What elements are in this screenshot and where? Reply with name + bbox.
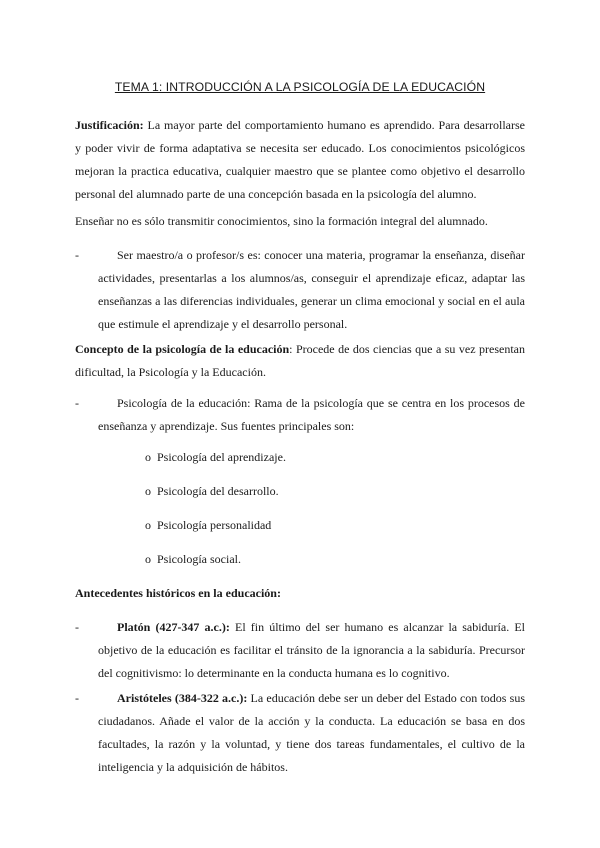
platon-text: El fin último del ser humano es alcanzar la sabiduría. El objetivo de la educación es facilitar el tránsito de la ignorancia a la sabiduría. Precursor del cognitivismo: lo determinante en la conducta humana es lo cognitivo. — [98, 620, 525, 680]
justificacion-text: La mayor parte del comportamiento humano es aprendido. Para desarrollarse y poder vivir de forma adaptativa se necesita ser educado. Los conocimientos psicológicos mejoran la practica educativa, cualquier maestro que se plantee como objetivo el desarrollo personal del alumnado parte de una concepción basada en la psicología del alumno. — [75, 118, 525, 201]
fuente-item — [145, 551, 241, 567]
concepto-label: Concepto de la psicología de la educación — [75, 342, 290, 356]
list-item-psicologia — [75, 392, 525, 438]
list-dash: - — [75, 396, 79, 410]
page-title: TEMA 1: INTRODUCCIÓN A LA PSICOLOGÍA DE LA EDUCACIÓN — [114, 80, 486, 94]
list-item-aristoteles — [75, 687, 525, 779]
list-item-platon — [75, 616, 525, 685]
list-item-text — [98, 687, 525, 779]
aristoteles-text: La educación debe ser un deber del Estado con todos sus ciudadanos. Añade el valor de la acción y la conducta. La educación se basa en dos facultades, la razón y la voluntad, y tiene dos tareas fundamentales, el cultivo de la inteligencia y la adquisición de hábitos. — [98, 691, 525, 774]
antecedentes-label: Antecedentes históricos en la educación: — [75, 586, 281, 600]
bullet-marker: o — [145, 552, 151, 566]
list-dash: - — [75, 248, 79, 262]
fuente-text: Psicología del desarrollo. — [157, 484, 279, 498]
bullet-marker: o — [145, 484, 151, 498]
fuente-text: Psicología personalidad — [157, 518, 272, 532]
ensenar-paragraph: Enseñar no es sólo transmitir conocimientos, sino la formación integral del alumnado. — [75, 214, 488, 228]
list-item-text — [98, 616, 525, 685]
bullet-marker: o — [145, 518, 151, 532]
fuente-item — [145, 517, 271, 533]
justificacion-label: Justificación: — [75, 118, 144, 132]
list-dash: - — [75, 691, 79, 705]
list-item-maestro — [75, 244, 525, 336]
fuente-text: Psicología social. — [157, 552, 241, 566]
platon-label: Platón (427-347 a.c.): — [117, 620, 230, 634]
fuente-text: Psicología del aprendizaje. — [157, 450, 286, 464]
justificacion-paragraph — [75, 114, 525, 206]
concepto-text: : Procede de dos ciencias que a su vez presentan dificultad, la Psicología y la Educación. — [75, 342, 525, 379]
list-item-text: Ser maestro/a o profesor/s es: conocer una materia, programar la enseñanza, diseñar actividades, presentarlas a los alumnos/as, conseguir el aprendizaje eficaz, adaptar las enseñanzas a las diferencias individuales, generar un clima emocional y social en el aula que estimule el aprendizaje y el desarrollo personal. — [98, 248, 525, 331]
fuente-item — [145, 449, 286, 465]
antecedentes-heading — [75, 582, 525, 605]
list-dash: - — [75, 620, 79, 634]
list-item-text: Psicología de la educación: Rama de la psicología que se centra en los procesos de enseñanza y aprendizaje. Sus fuentes principales son: — [98, 396, 525, 433]
bullet-marker: o — [145, 450, 151, 464]
aristoteles-label: Aristóteles (384-322 a.c.): — [117, 691, 248, 705]
fuente-item — [145, 483, 279, 499]
concepto-paragraph — [75, 338, 525, 384]
